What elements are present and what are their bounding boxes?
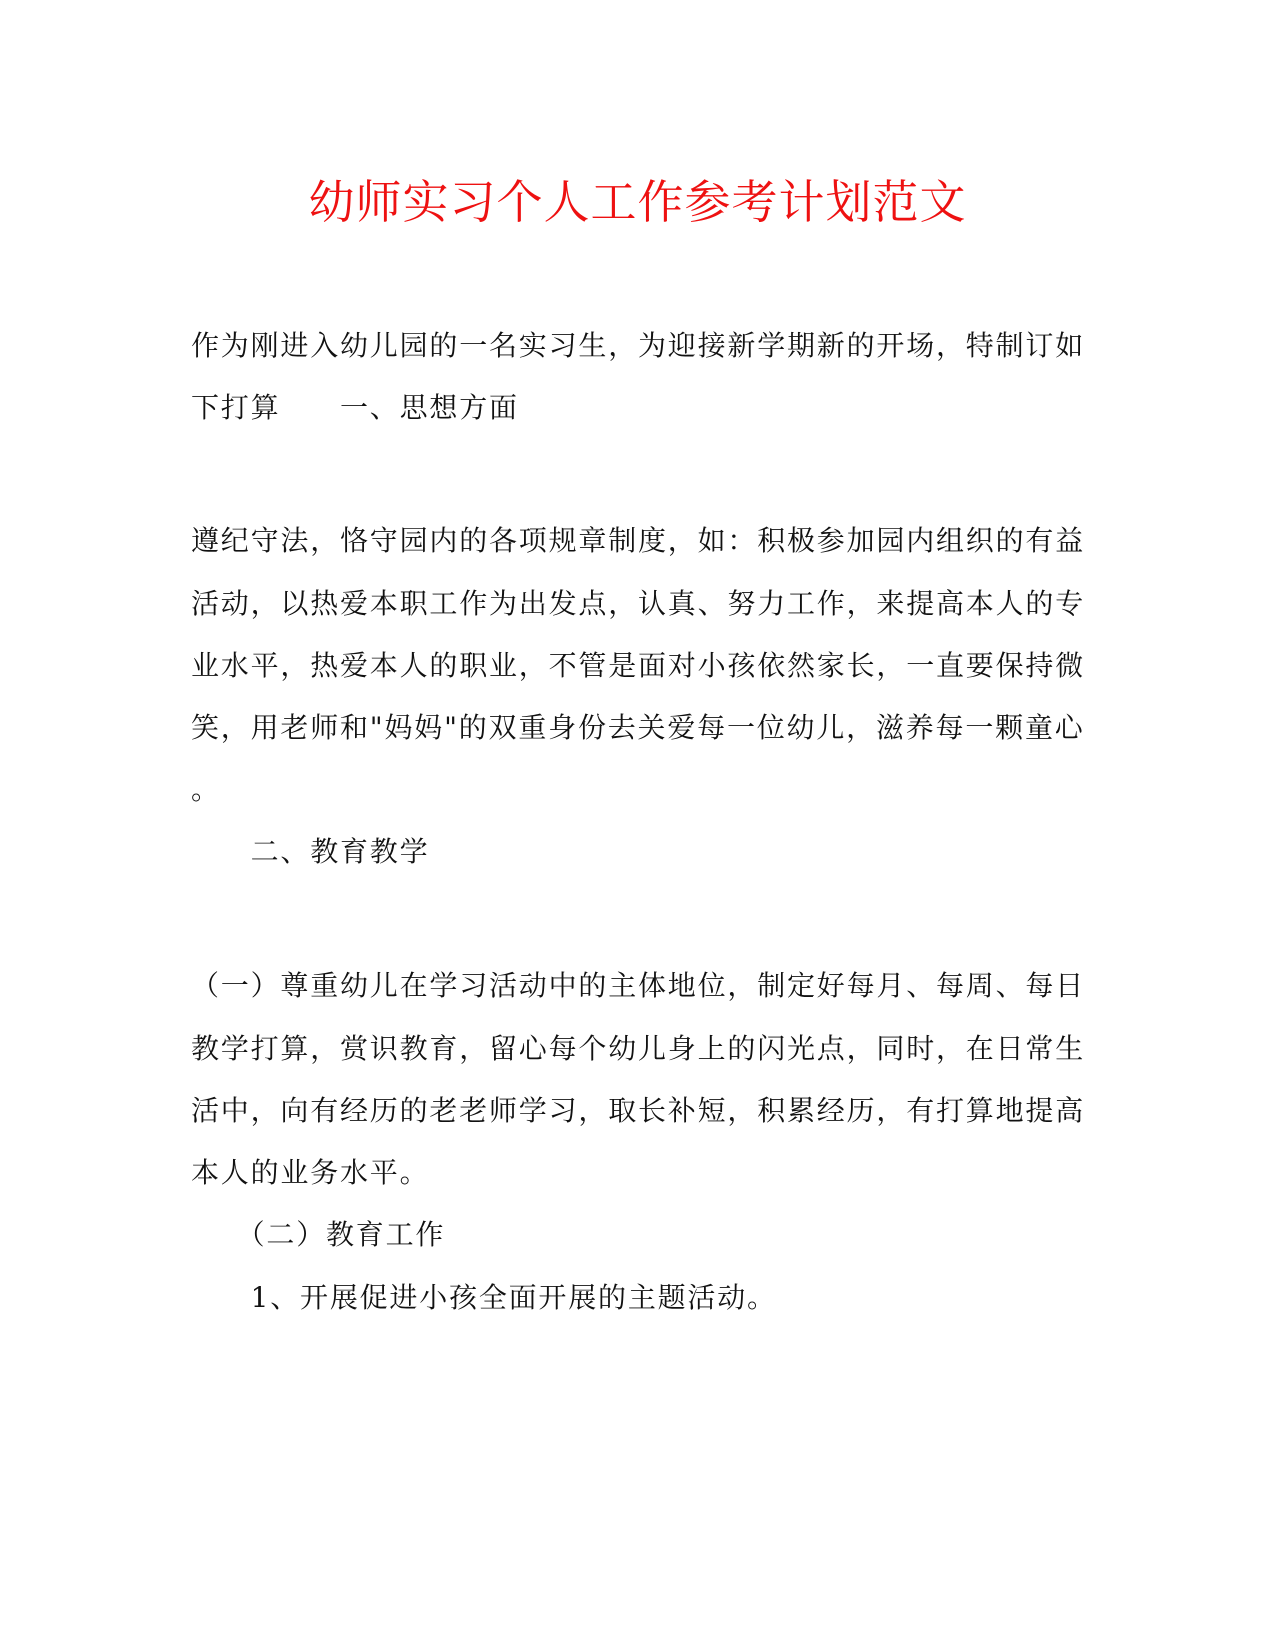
paragraph-line: 教学打算，赏识教育，留心每个幼儿身上的闪光点，同时，在日常生 xyxy=(191,1032,1086,1065)
paragraph-line: 业水平，热爱本人的职业，不管是面对小孩依然家长，一直要保持微 xyxy=(191,649,1086,682)
paragraph-line: 笑，用老师和"妈妈"的双重身份去关爱每一位幼儿，滋养每一颗童心 xyxy=(191,711,1085,744)
paragraph-line: 本人的业务水平。 xyxy=(191,1156,430,1189)
subsection-heading: （二）教育工作 xyxy=(191,1218,446,1251)
section-heading: 二、教育教学 xyxy=(191,835,430,868)
document-title: 幼师实习个人工作参考计划范文 xyxy=(308,175,967,229)
paragraph-line: 。 xyxy=(191,773,221,806)
paragraph-line: 活中，向有经历的老老师学习，取长补短，积累经历，有打算地提高 xyxy=(191,1094,1086,1127)
paragraph-line: （一）尊重幼儿在学习活动中的主体地位，制定好每月、每周、每日 xyxy=(191,969,1086,1002)
paragraph-line: 下打算 一、思想方面 xyxy=(191,391,519,424)
paragraph-line: 作为刚进入幼儿园的一名实习生，为迎接新学期新的开场，特制订如 xyxy=(191,329,1086,362)
list-item: 1、开展促进小孩全面开展的主题活动。 xyxy=(191,1281,777,1314)
paragraph-line: 遵纪守法，恪守园内的各项规章制度，如：积极参加园内组织的有益 xyxy=(191,524,1086,557)
paragraph-line: 活动，以热爱本职工作为出发点，认真、努力工作，来提高本人的专 xyxy=(191,587,1086,620)
